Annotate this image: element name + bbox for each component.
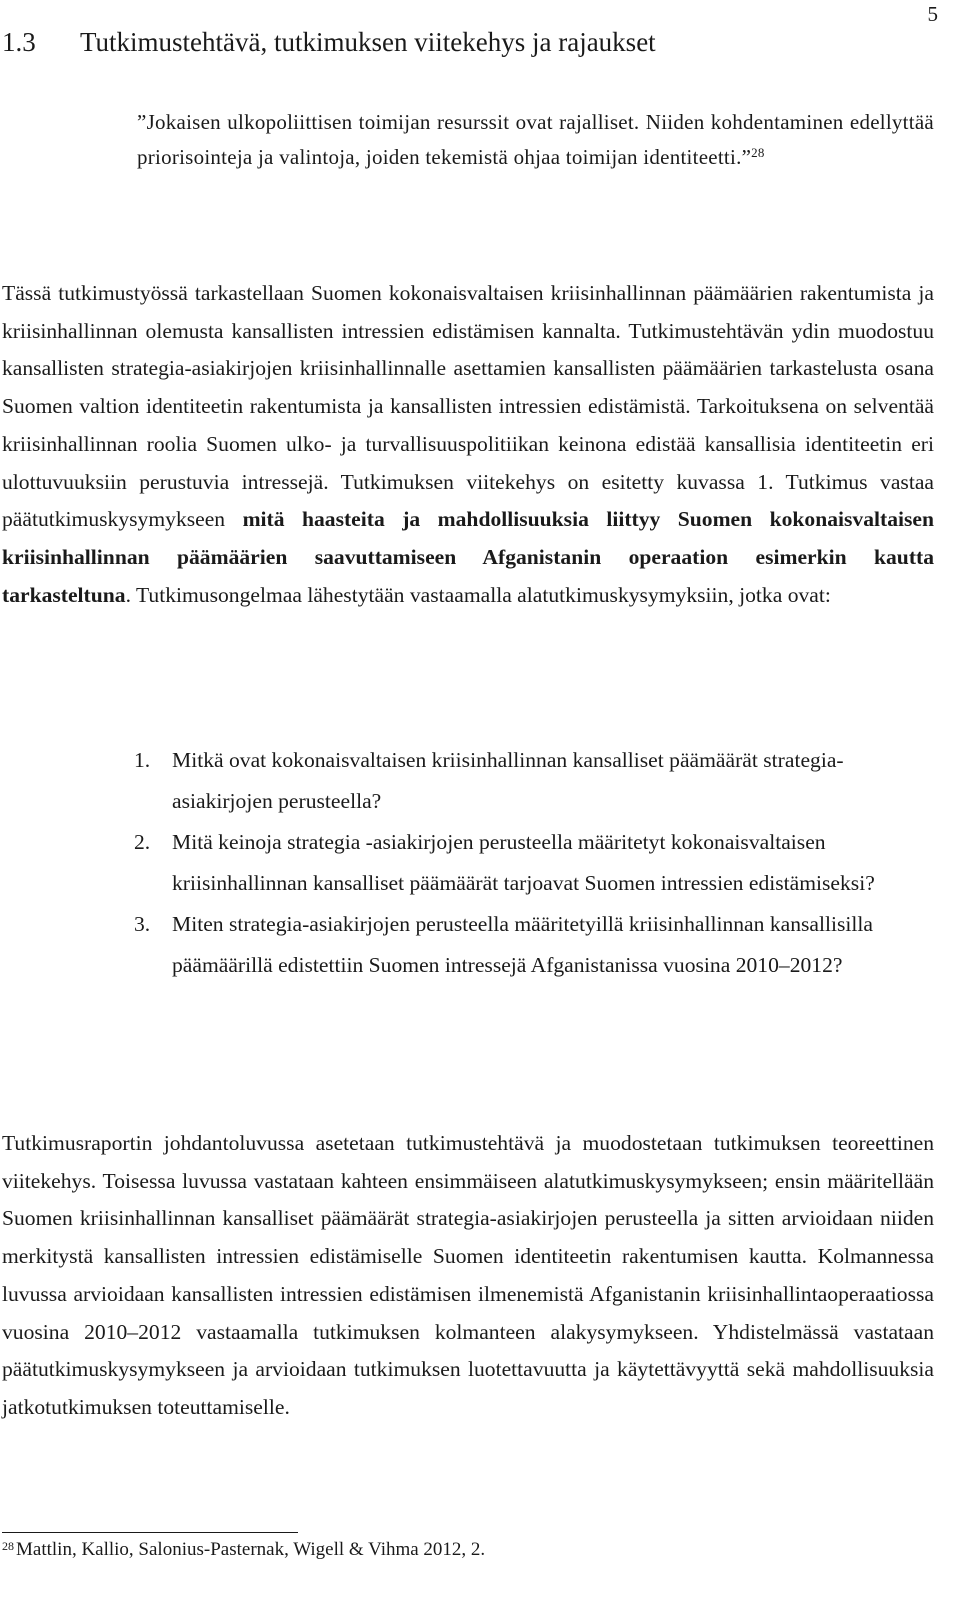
block-quote <box>137 105 934 174</box>
list-number: 3. <box>134 912 151 936</box>
footnote <box>2 1539 485 1561</box>
footnote-divider <box>2 1532 298 1533</box>
list-text: Miten strategia-asiakirjojen perusteella määritetyillä kriisinhallinnan kansallisilla päämäärillä edistettiin Suomen intressejä Afganistanissa vuosina 2010–2012? <box>172 912 873 977</box>
list-number: 1. <box>134 748 151 772</box>
footnote-number: 28 <box>2 1539 14 1553</box>
paragraph-report-structure: Tutkimusraportin johdantoluvussa asetetaan tutkimustehtävä ja muodostetaan tutkimuksen teoreettinen viitekehys. Toisessa luvussa vastataan kahteen ensimmäiseen alatutkimuskysymykseen; ensin määritellään Suomen kriisinhallinnan kansalliset päämäärät strategia-asiakirjojen perusteella ja sitten arvioidaan niiden merkitystä kansallisten intressien edistämiselle Suomen identiteetin rakentumisen kautta. Kolmannessa luvussa arvioidaan kansallisten intressien edistämisen ilmenemistä Afganistanin kriisinhallintaoperaatiossa vuosina 2010–2012 vastaamalla tutkimuksen kolmanteen alakysymykseen. Yhdistelmässä vastataan päätutkimuskysymykseen ja arvioidaan tutkimuksen luotettavuutta ja käytettävyyttä sekä mahdollisuuksia jatkotutkimuksen toteuttamiselle. <box>2 1131 934 1419</box>
page-number: 5 <box>927 2 938 26</box>
sub-question-list <box>134 740 934 986</box>
list-item <box>134 904 934 985</box>
list-item <box>134 740 934 821</box>
list-text: Mitä keinoja strategia -asiakirjojen perusteella määritetyt kokonaisvaltaisen kriisinhallinnan kansalliset päämäärät tarjoavat Suomen intressien edistämiseksi? <box>172 830 875 895</box>
section-title: Tutkimustehtävä, tutkimuksen viitekehys ja rajaukset <box>80 27 656 57</box>
list-text: Mitkä ovat kokonaisvaltaisen kriisinhallinnan kansalliset päämäärät strategia-asiakirjojen perusteella? <box>172 748 844 813</box>
paragraph-text: Tässä tutkimustyössä tarkastellaan Suomen kokonaisvaltaisen kriisinhallinnan päämäärien rakentumista ja kriisinhallinnan olemusta kansallisten intressien edistämisen kannalta. Tutkimustehtävän ydin muodostuu kansallisten strategia-asiakirjojen kriisinhallinnalle asettamien kansallisten päämäärien tarkastelusta osana Suomen valtion identiteetin rakentumista ja kansallisten intressien edistämistä. Tarkoituksena on selventää kriisinhallinnan roolia Suomen ulko- ja turvallisuuspolitiikan keinona edistää kansallisia identiteetin eri ulottuvuuksiin perustuvia intressejä. Tutkimuksen viitekehys on esitetty kuvassa 1. Tutkimus vastaa päätutkimuskysymykseen <box>2 281 934 532</box>
section-number: 1.3 <box>2 27 36 57</box>
footnote-text: Mattlin, Kallio, Salonius-Pasternak, Wigell & Vihma 2012, 2. <box>16 1539 486 1560</box>
paragraph-text: . Tutkimusongelmaa lähestytään vastaamalla alatutkimuskysymyksiin, jotka ovat: <box>125 582 831 607</box>
list-number: 2. <box>134 830 151 854</box>
section-heading <box>2 27 656 58</box>
main-research-question: mitä haasteita ja mahdollisuuksia liittyy Suomen kokonaisvaltaisen kriisinhallinnan päämäärien saavuttamiseen Afganistanin operaation esimerkin kautta tarkasteltuna <box>2 507 934 607</box>
quote-text: ”Jokaisen ulkopoliittisen toimijan resurssit ovat rajalliset. Niiden kohdentaminen edellyttää priorisointeja ja valintoja, joiden tekemistä ohjaa toimijan identiteetti.” <box>137 110 934 169</box>
footnote-reference: 28 <box>751 144 765 160</box>
list-item <box>134 822 934 903</box>
paragraph-research-task <box>2 275 934 614</box>
